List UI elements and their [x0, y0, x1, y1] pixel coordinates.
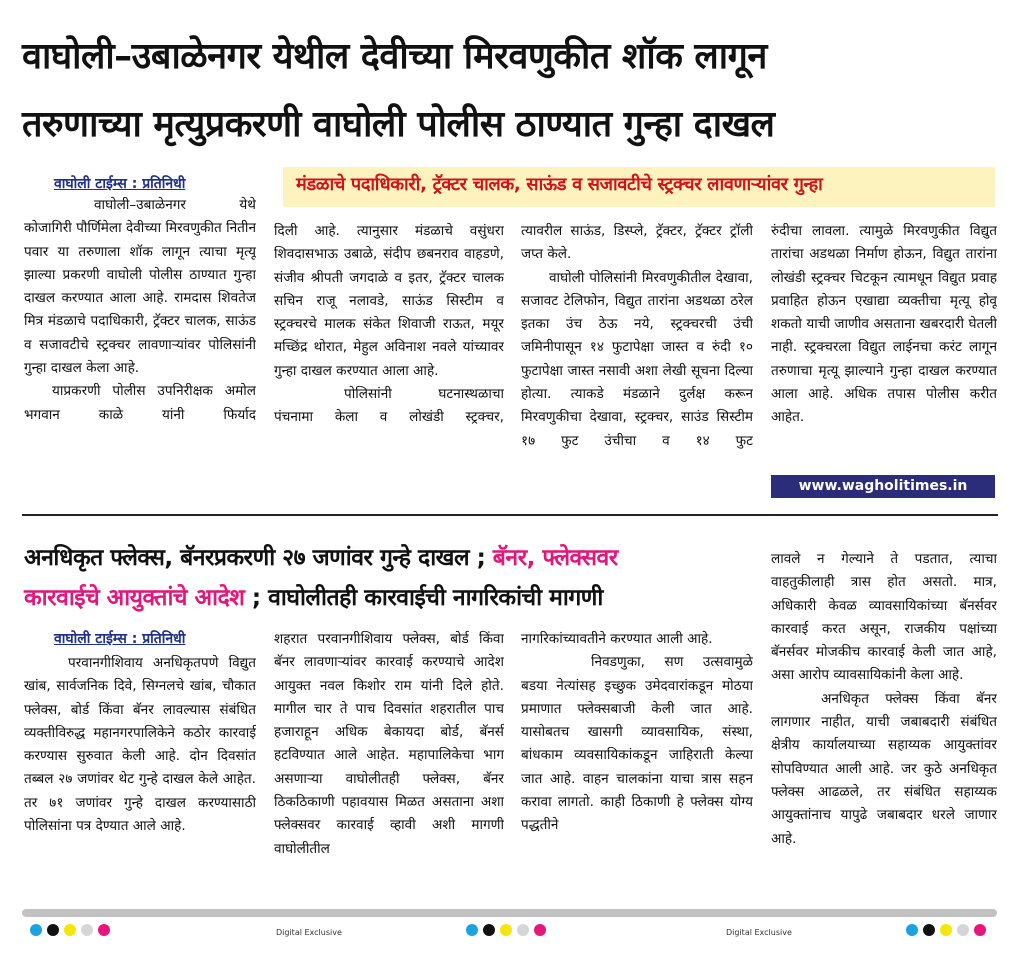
headline2-part-3: कारवाईचे आयुक्तांचे आदेश	[24, 585, 245, 611]
byline: वाघोली टाईम्स : प्रतिनिधी	[54, 631, 186, 647]
paragraph: परवानगीशिवाय अनधिकृतपणे विद्युत खांब, सार्वजनिक दिवे, सिग्नलचे खांब, चौकात फ्लेक्स, बोर्ड किंवा बॅनर लावल्यास संबंधित व्यक्तीविरुद्ध महानगरपालिकेने कठोर कारवाई करण्यास सुरुवात केली आहे. दोन दिवसांत तब्बल २७ जणांवर थेट गुन्हे दाखल केले आहेत. तर ७१ जणांवर गुन्हे दाखल करण्यासाठी पोलिसांना पत्र देण्यात आले आहे.	[24, 655, 256, 835]
color-dot	[906, 924, 918, 936]
paragraph: याप्रकरणी पोलीस उपनिरीक्षक अमोल भगवान काळे यांनी फिर्याद	[24, 383, 256, 423]
color-dot	[47, 924, 59, 936]
headline-line-2: तरुणाच्या मृत्युप्रकरणी वाघोली पोलीस ठाण्यात गुन्हा दाखल	[22, 104, 775, 145]
color-dot	[974, 924, 986, 936]
paragraph: वाघोली पोलिसांनी मिरवणुकीतील देखावा, सजावट टेलिफोन, विद्युत तारांना अडथळा ठरेल इतका उंच ठेऊ नये, स्ट्रक्चरची उंची जमिनीपासून १४ फुटापेक्षा जास्त व रुंदी १० फुटापेक्षा जास्त नसावी अशा लेखी सूचना दिल्या होत्या. त्याकडे मंडळाने दुर्लक्ष करून मिरवणुकीचा देखावा, स्ट्रक्चर, साउंड सिस्टीम १७ फुट उंचीचा व १४ फुट	[521, 269, 753, 449]
headline2-part-1: अनधिकृत फ्लेक्स, बॅनरप्रकरणी २७ जणांवर गुन्हे दाखल ;	[24, 545, 486, 571]
color-dot	[517, 924, 529, 936]
bottom-bar	[22, 909, 997, 917]
color-dot	[81, 924, 93, 936]
color-dot	[98, 924, 110, 936]
paragraph: शहरात परवानगीशिवाय फ्लेक्स, बोर्ड किंवा बॅनर लावणाऱ्यांवर कारवाई करण्याचे आदेश आयुक्त नवल किशोर राम यांनी दिले होते. मागील चार ते पाच दिवसांत शहरातील पाच हजाराहून अधिक बेकायदा बोर्ड, बॅनर्स हटविण्यात आले आहेत. महापालिकेचा भाग असणाऱ्या वाघोलीतही फ्लेक्स, बॅनर ठिकठिकाणी पहावयास मिळत असताना अशा फ्लेक्सवर कारवाई व्हावी अशी मागणी वाघोलीतील	[274, 631, 504, 857]
byline: वाघोली टाईम्स : प्रतिनिधी	[54, 176, 186, 192]
story1-column-4	[771, 220, 997, 470]
registration-dots-left	[30, 924, 110, 938]
story1-column-2	[274, 220, 504, 500]
paragraph: रुंदीचा लावला. त्यामुळे मिरवणुकीत विद्युत तारांचा अडथळा निर्माण होऊन, विद्युत तारांना लोखंडी स्ट्रक्चर चिटकून त्यामधून विद्युत प्रवाह प्रवाहित होऊन एखाद्या व्यक्तीचा मृत्यू होवू शकतो याची जाणीव असताना खबरदारी घेतली नाही. स्ट्रक्चरला विद्युत लाईनचा करंट लागून तरुणाचा मृत्यू झाल्याने गुन्हा दाखल करण्यात आला आहे. अधिक तपास पोलीस करीत आहेत.	[771, 223, 997, 426]
story1-column-3	[521, 220, 753, 500]
color-dot	[534, 924, 546, 936]
paragraph: त्यावरील साऊंड, डिस्प्ले, ट्रॅक्टर, ट्रॅक्टर ट्रॉली जप्त केले.	[521, 223, 753, 263]
paragraph: लावले न गेल्याने ते पडतात, त्याचा वाहतुकीलाही त्रास होत असतो. मात्र, अधिकारी केवळ व्यावसायिकांच्या बॅनर्सवर कारवाई करत असून, राजकीय पक्षांच्या बॅनर्सवर मोजकीच कारवाई केली जात आहे, असा आरोप व्यावसायिकांनी केला आहे.	[771, 551, 997, 684]
headline2-part-2: बॅनर, फ्लेक्सवर	[492, 545, 618, 571]
paragraph: पोलिसांनी घटनास्थळाचा पंचनामा केला व लोखंडी स्ट्रक्चर,	[274, 386, 504, 426]
digital-exclusive-label: Digital Exclusive	[276, 928, 342, 937]
registration-dots-right	[906, 924, 986, 938]
registration-dots-center	[466, 924, 546, 938]
paragraph: निवडणुका, सण उत्सवामुळे बडया नेत्यांसह इच्छुक उमेदवारांकडून मोठया प्रमाणात फ्लेक्सबाजी केली जात आहे. यासोबतच खासगी व्यावसायिक, संस्था, बांधकाम व्यवसायिकांकडून जाहिराती केल्या जात आहे. वाहन चालकांना याचा त्रास सहन करावा लागतो. काही ठिकाणी हे फ्लेक्स योग्य पद्धतीने	[521, 654, 753, 834]
story2-column-4	[771, 548, 997, 900]
headline2-line-1	[24, 540, 618, 572]
website-url[interactable]: www.wagholitimes.in	[771, 475, 995, 498]
paragraph: नागरिकांच्यावतीने करण्यात आली आहे.	[521, 631, 713, 647]
color-dot	[64, 924, 76, 936]
color-dot	[466, 924, 478, 936]
digital-exclusive-label: Digital Exclusive	[726, 928, 792, 937]
story1-column-1	[24, 194, 256, 500]
story2-column-1	[24, 652, 256, 900]
color-dot	[940, 924, 952, 936]
paragraph: अनधिकृत फ्लेक्स किंवा बॅनर लागणार नाहीत, याची जबाबदारी संबंधित क्षेत्रीय कार्यालयाच्या सहाय्यक आयुक्तांवर सोपविण्यात आली आहे. जर कुठे अनधिकृत फ्लेक्स आढळले, तर संबंधित सहाय्यक आयुक्तांनाच यापुढे जबाबदार धरले जाणार आहे.	[771, 690, 997, 847]
color-dot	[483, 924, 495, 936]
headline-line-1: वाघोली–उबाळेनगर येथील देवीच्या मिरवणुकीत शॉक लागून	[22, 36, 767, 77]
color-dot	[30, 924, 42, 936]
subhead-text: मंडळाचे पदाधिकारी, ट्रॅक्टर चालक, साऊंड व सजावटीचे स्ट्रक्चर लावणाऱ्यांवर गुन्हा	[296, 174, 823, 195]
color-dot	[957, 924, 969, 936]
section-divider	[22, 514, 998, 516]
paragraph: दिली आहे. त्यानुसार मंडळाचे वसुंधरा शिवदासभाऊ उबाळे, संदीप छबनराव वाहडणे, संजीव श्रीपती जगदाळे व इतर, ट्रॅक्टर चालक सचिन राजू नलावडे, साऊंड सिस्टीम व स्ट्रक्चरचे मालक संकेत शिवाजी राऊत, मयूर मच्छिंद्र थोरात, मेहुल अविनाश नवले यांच्यावर गुन्हा दाखल करण्यात आला आहे.	[274, 223, 504, 379]
headline2-part-4: ; वाघोलीतही कारवाईची नागरिकांची मागणी	[251, 585, 603, 611]
story2-column-2	[274, 628, 504, 900]
color-dot	[923, 924, 935, 936]
paragraph: वाघोली–उबाळेनगर येथे कोजागिरी पौर्णिमेला देवीच्या मिरवणुकीत नितीन पवार या तरुणाला शॉक लागून त्याचा मृत्यू झाल्या प्रकरणी वाघोली पोलीस ठाण्यात गुन्हा दाखल करण्यात आला आहे. रामदास शिवतेज मित्र मंडळाचे पदाधिकारी, ट्रॅक्टर चालक, साऊंड व सजावटीचे स्ट्रक्चर लावणाऱ्यांवर पोलिसांनी गुन्हा दाखल केला आहे.	[24, 197, 256, 377]
headline2-line-2	[24, 580, 603, 612]
story2-column-3	[521, 628, 753, 900]
color-dot	[500, 924, 512, 936]
